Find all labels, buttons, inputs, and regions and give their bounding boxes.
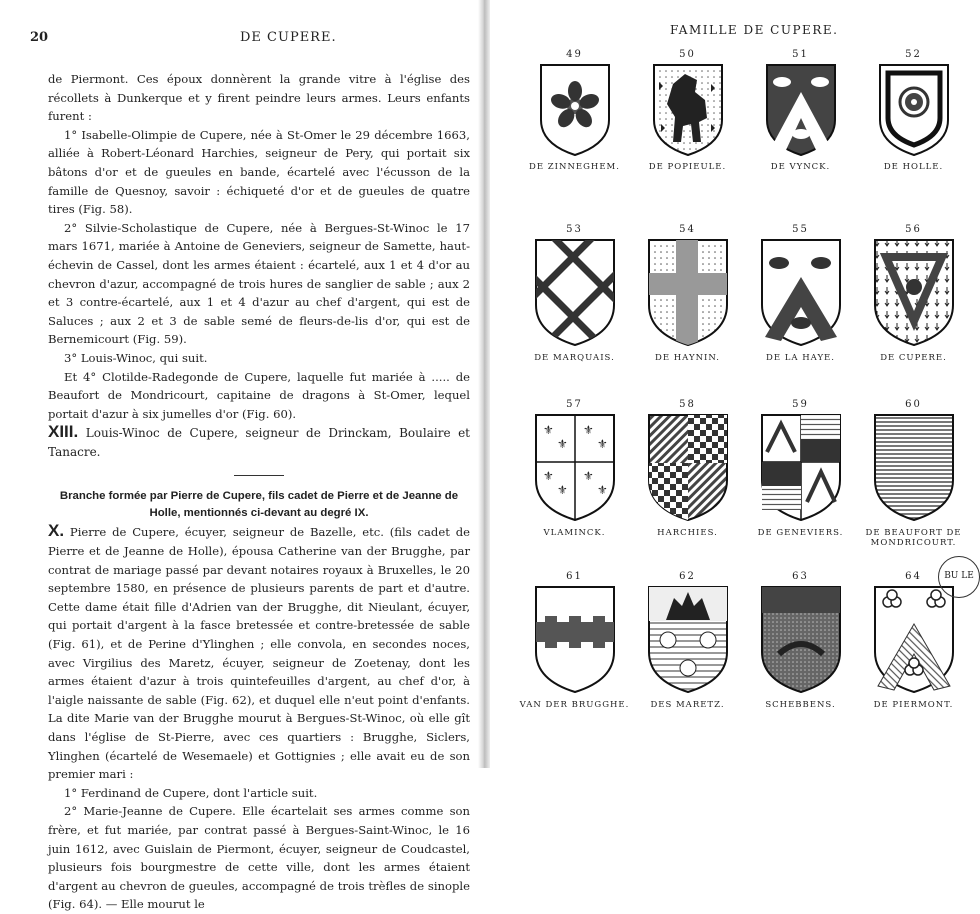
coat-of-arms-shield (759, 584, 843, 696)
figure-number: 56 (905, 224, 922, 235)
figure-number: 62 (679, 571, 696, 582)
svg-text:⚜: ⚜ (582, 423, 594, 437)
svg-text:⚜: ⚜ (556, 437, 568, 451)
page-number: 20 (30, 30, 49, 45)
svg-text:⚜: ⚜ (542, 423, 554, 437)
figure-number: 53 (566, 224, 583, 235)
arms-caption: DE BEAUFORT DE MONDRICOURT. (865, 528, 962, 548)
coat-of-arms-shield (872, 237, 956, 349)
library-stamp: BU LE (938, 556, 980, 598)
coat-of-arms-shield (651, 62, 725, 158)
arms-caption: DE ZINNEGHEM. (529, 162, 620, 172)
arms-cell-52 (857, 48, 970, 218)
body-text (48, 70, 470, 914)
svg-text:⚜: ⚜ (542, 469, 554, 483)
arms-cell-63 (744, 570, 857, 740)
arms-cell-53 (518, 223, 631, 393)
coat-of-arms-shield (533, 412, 617, 524)
figure-number: 60 (905, 399, 922, 410)
arms-cell-58 (631, 398, 744, 568)
coat-of-arms-shield (646, 584, 730, 696)
paragraph: 2° Silvie-Scholastique de Cupere, née à Bergues-St-Winoc le 17 mars 1671, mariée à Antoine de Geneviers, seigneur de Samette, haut-échevin de Cassel, dont les armes étaient : écartelé, aux 1 et 4 d'or au chevron d'azur, accompagné de trois hures de sanglier de sable ; aux 2 et 3 contre-écartelé, aux 1 et 4 d'azur au chef d'argent, qui est de Saluces ; aux 2 et 3 de sable semé de fleurs-de-lis d'or, qui est de Bernemicourt (Fig. 59). (48, 220, 470, 347)
degree-text: Pierre de Cupere, écuyer, seigneur de Bazelle, etc. (fils cadet de Pierre et de Jeanne de Holle), épousa Catherine van der Brugghe, par contrat de mariage passé par devant notaires royaux à Bruxelles, le 20 septembre 1580, en présence de plusieurs parents de part et d'autre. Cette dame était fille d'Adrien van der Brugghe, dit Nieulant, écuyer, qui portait d'argent à la fasce bretessée et contre-bretessée de sable (Fig. 61), et de Perine d'Ylinghen ; elle convola, en secondes noces, avec Virgilius des Maretz, écuyer, seigneur de Zoetenay, dont les armes étaient d'azur à trois quintefeuilles d'argent, au chef d'or, à l'aigle naissante de sable (Fig. 62), et duquel elle n'eut point d'enfants. La dite Marie van der Brugghe mourut à Bergues-St-Winoc, où elle gît dans l'église de St-Pierre, avec ces quartiers : Brugghe, Siclers, Ylinghen (écartelé de Wesemaele) et Gottignies ; elle avait eu de son premier mari : (48, 525, 470, 782)
svg-text:⚜: ⚜ (596, 483, 608, 497)
figure-number: 51 (792, 49, 809, 60)
arms-caption: HARCHIES. (657, 528, 718, 538)
svg-text:⚜: ⚜ (556, 483, 568, 497)
figure-number: 55 (792, 224, 809, 235)
arms-cell-50 (631, 48, 744, 218)
branch-title: Branche formée par Pierre de Cupere, fils cadet de Pierre et de Jeanne de Holle, mentionnés ci-devant au degré IX. (59, 490, 459, 520)
paragraph: 2° Marie-Jeanne de Cupere. Elle écartelait ses armes comme son frère, et fut mariée, par contrat passé à Bergues-Saint-Winoc, le 16 juin 1612, avec Guislain de Piermont, écuyer, seigneur de Coudcastel, plusieurs fois bourgmestre de cette ville, dont les armes étaient d'argent au chevron de gueules, accompagné de trois trèfles de sinople (Fig. 64). — Elle mourut le (48, 804, 470, 912)
paragraph: 1° Ferdinand de Cupere, dont l'article suit. (64, 785, 318, 800)
coat-of-arms-shield (872, 412, 956, 524)
arms-caption: DE CUPERE. (880, 353, 947, 363)
figure-number: 61 (566, 571, 583, 582)
figure-number: 50 (679, 49, 696, 60)
coat-of-arms-shield (764, 62, 838, 158)
arms-caption: DE MARQUAIS. (534, 353, 615, 363)
separator (234, 475, 284, 476)
coat-of-arms-shield (538, 62, 612, 158)
coat-of-arms-shield (872, 584, 956, 696)
coat-of-arms-shield (759, 237, 843, 349)
paragraph: 1° Isabelle-Olimpie de Cupere, née à St-Omer le 29 décembre 1663, alliée à Robert-Léonard Harchies, seigneur de Pery, qui portait six bâtons d'or et de gueules en bande, écartelé avec l'écusson de la famille de Quesnoy, savoir : échiqueté d'or et de gueules de quatre tires (Fig. 58). (48, 127, 470, 217)
left-page (0, 0, 478, 912)
coat-of-arms-shield (646, 237, 730, 349)
figure-number: 52 (905, 49, 922, 60)
paragraph: 3° Louis-Winoc, qui suit. (64, 350, 208, 365)
coat-of-arms-shield (877, 62, 951, 158)
coat-of-arms-shield (533, 237, 617, 349)
coat-of-arms-shield (533, 584, 617, 696)
degree-numeral: X. (48, 521, 65, 541)
figure-number: 63 (792, 571, 809, 582)
degree-numeral: XIII. (48, 422, 79, 442)
arms-caption: DE VYNCK. (770, 162, 831, 172)
arms-cell-62 (631, 570, 744, 740)
paragraph: de Piermont. Ces époux donnèrent la grande vitre à l'église des récollets à Dunkerque et y firent peindre leurs armes. Leurs enfants furent : (48, 72, 470, 124)
svg-text:⚜: ⚜ (596, 437, 608, 451)
arms-cell-57 (518, 398, 631, 568)
arms-caption: SCHEBBENS. (765, 700, 836, 710)
running-title: DE CUPERE. (240, 30, 337, 45)
plate-title: FAMILLE DE CUPERE. (670, 23, 839, 37)
arms-cell-49 (518, 48, 631, 218)
figure-number: 49 (566, 49, 583, 60)
arms-caption: VAN DER BRUGGHE. (519, 700, 630, 710)
figure-number: 64 (905, 571, 922, 582)
figure-number: 58 (679, 399, 696, 410)
arms-caption: DE GENEVIERS. (757, 528, 844, 538)
degree-text: Louis-Winoc de Cupere, seigneur de Drinckam, Boulaire et Tanacre. (48, 426, 470, 459)
book-gutter (478, 0, 490, 768)
paragraph: Et 4° Clotilde-Radegonde de Cupere, laquelle fut mariée à ..... de Beaufort de Mondricourt, capitaine de dragons à St-Omer, lequel portait d'azur à six jumelles d'or (Fig. 60). (48, 369, 470, 421)
arms-caption: DES MARETZ. (650, 700, 725, 710)
degree-10-entry (48, 522, 470, 783)
arms-caption: DE HAYNIN. (655, 353, 720, 363)
arms-cell-59 (744, 398, 857, 568)
arms-cell-61 (518, 570, 631, 740)
figure-number: 54 (679, 224, 696, 235)
arms-cell-56 (857, 223, 970, 393)
arms-cell-51 (744, 48, 857, 218)
arms-caption: VLAMINCK. (543, 528, 606, 538)
coat-of-arms-shield (646, 412, 730, 524)
arms-cell-55 (744, 223, 857, 393)
arms-caption: DE LA HAYE. (766, 353, 835, 363)
arms-caption: DE PIERMONT. (873, 700, 954, 710)
figure-number: 59 (792, 399, 809, 410)
figure-number: 57 (566, 399, 583, 410)
degree-13-entry (48, 423, 470, 461)
arms-cell-60 (857, 398, 970, 568)
coat-of-arms-shield (759, 412, 843, 524)
arms-caption: DE POPIEULE. (648, 162, 727, 172)
arms-caption: DE HOLLE. (883, 162, 944, 172)
arms-cell-54 (631, 223, 744, 393)
svg-text:⚜: ⚜ (582, 469, 594, 483)
right-page (490, 0, 970, 768)
